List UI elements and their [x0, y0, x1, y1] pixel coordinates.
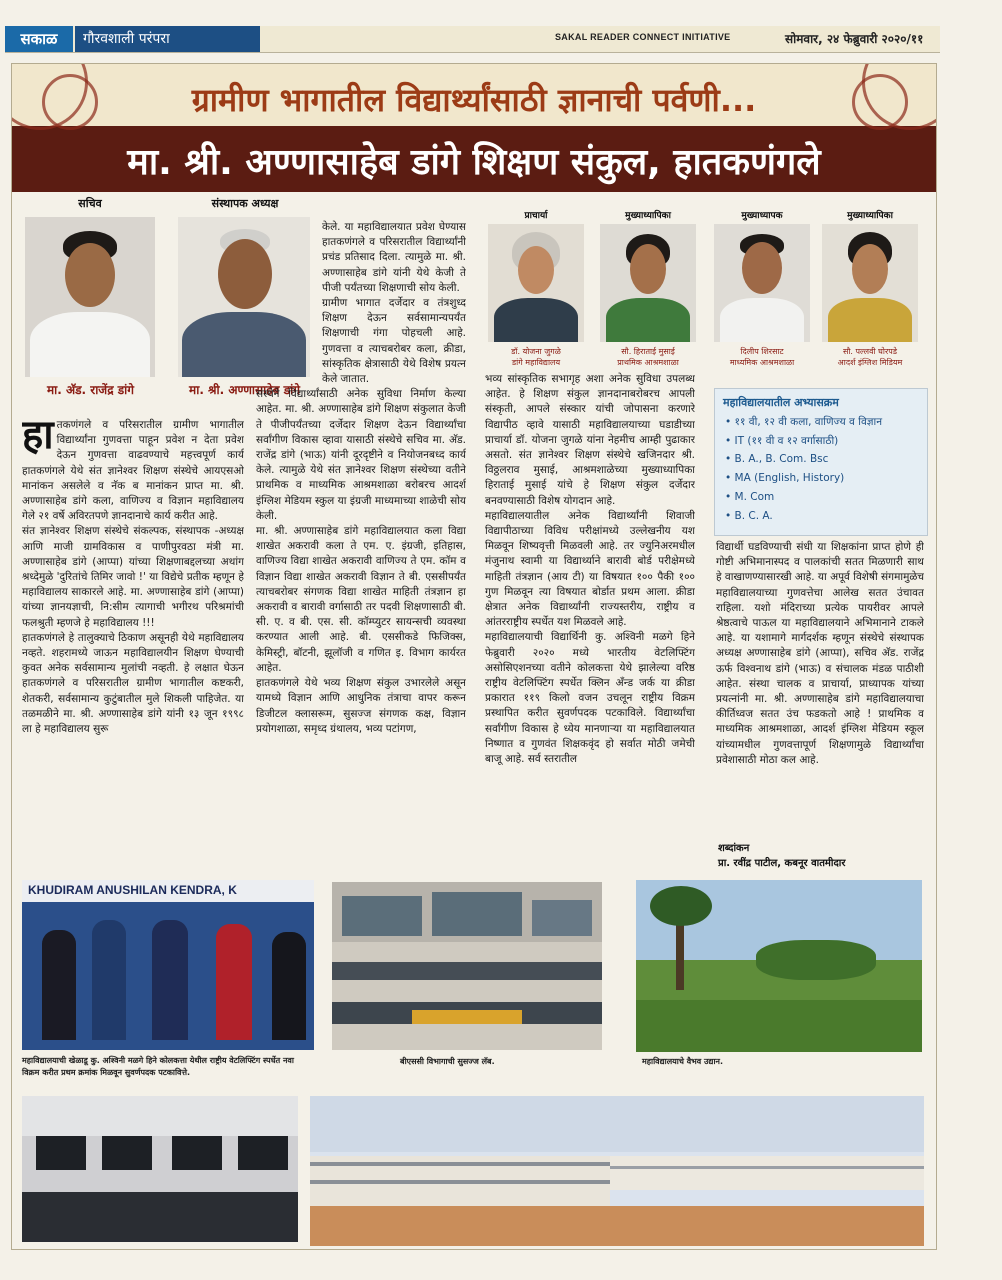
portrait-role-headmistress-primary: मुख्याध्यापिका — [625, 211, 671, 221]
portrait-name-founder: मा. श्री. अण्णासाहेब डांगे — [189, 383, 300, 397]
article-paragraph — [22, 418, 244, 524]
portrait-name-secretary: मा. अ‍ॅड. राजेंद्र डांगे — [46, 383, 135, 397]
article-paragraph: ग्रामीण भागात दर्जेदार व तंत्रशुध्द शिक्षण देऊन सर्वसामान्यपर्यंत शिक्षणाची गंगा पोहचली आहे. गुणवत्ता व त्याचबरोबर कला, क्रीडा, सांस्कृतिक क्षेत्रासाठी येथे विशेष प्रयत्न केले जातात. — [322, 297, 466, 386]
portrait-caption-headmaster — [710, 346, 814, 368]
article-paragraph: हातकणंगले येथे भव्य शिक्षण संकुल उभारलेले असून यामध्ये विज्ञान आणि आधुनिक तंत्राचा वापर करून डिजीटल क्लासरूम, सुसज्ज संगणक कक्ष, विज्ञान प्रयोगशाळा, समृध्द ग्रंथालय, भव्य पटांगण, — [256, 677, 466, 735]
portrait-title-principal: डांगे महाविद्यालय — [511, 358, 561, 367]
article-paragraph: भव्य सांस्कृतिक सभागृह अशा अनेक सुविधा उपलब्ध आहेत. हे शिक्षण संकुल ज्ञानदानाबरोबरच आपली संस्कृती, आपले संस्कार यांची जोपासना करणारे विद्यापीठ व्हावे यासाठी महाविद्यालयाच्या घडाडीच्या प्राचार्या डॉ. योजना जुगळे यांना नेहमीच आम्ही पुढाकार असतो. संत ज्ञानेश्वर शिक्षण संस्थेचे खजिनदार श्री. विठ्ठलराव मुसाई, आश्रमशाळेच्या मुख्याध्यापिका हिराताई मुसाई यांचे हे शिक्षण संकुल दर्जेदार बनवण्यासाठी विशेष योगदान आहे. — [485, 373, 695, 507]
article-paragraph: संस्थेने विद्यार्थ्यांसाठी अनेक सुविधा निर्माण केल्या आहेत. मा. श्री. अण्णासाहेब डांगे शिक्षण संकुलात केजी ते पीजीपर्यंतच्या दर्जेदार शिक्षण देऊन विद्यार्थ्यांचा सर्वांगीण विकास व्हावा यासाठी संस्थेचे सचिव मा. अ‍ॅड. राजेंद्र डांगे (भाऊ) यांनी दूरदृष्टीने व नियोजनबध्द कार्य केले. त्यामुळे येथे संत ज्ञानेश्वर शिक्षण संस्थेच्या वतीने प्राथमिक व माध्यमिक आश्रमशाळा बरोबरच आदर्श इंग्लिश मेडियम स्कुल या इंग्रजी माध्यमाच्या शाळेची सोय केली. — [256, 388, 466, 522]
science-lab-caption: बीएससी विभागाची सुसज्ज लॅब. — [400, 1057, 495, 1066]
portrait-name-headmistress-primary: सौ. हिराताई मुसाई — [621, 347, 675, 356]
portrait-name-headmistress-english: सौ. पल्लवी घोरपडे — [842, 347, 898, 356]
course-item: • M. Com — [725, 491, 775, 503]
portrait-secretary-photo — [25, 217, 155, 377]
portrait-headmaster-photo — [714, 224, 810, 342]
portrait-title-headmaster: माध्यमिक आश्रमशाळा — [729, 358, 795, 367]
article-column-4 — [716, 540, 924, 836]
portrait-name-principal: डॉ. योजना जुगळे — [511, 347, 561, 356]
course-item-text: B. C. A. — [734, 510, 773, 522]
portrait-role-headmistress-english: मुख्याध्यापिका — [847, 211, 893, 221]
computer-lab-photo — [22, 1096, 298, 1242]
article-paragraph: संत ज्ञानेश्वर शिक्षण संस्थेचे संकल्पक, संस्थापक -अध्यक्ष आणि माजी ग्रामविकास व पाणीपुरवठा मंत्री मा. अण्णासाहेब डांगे (आप्पा) यांच्या शिक्षणाबद्दलच्या अथांग श्रध्देमुळे 'दुरितांचे तिमिर जावो !' या विद्येचे प्रतीक म्हणून हे महाविद्यालय साकारले आहे. मा. अण्णासाहेब डांगे (आप्पा) यांच्या ज्ञानयज्ञाची, नि:सीम त्यागाची भगीरथ परिश्रमांची फलश्रुती म्हणजे हे महाविद्यालय !!! — [22, 525, 244, 629]
article-paragraph: महाविद्यालयाची विद्यार्थिनी कु. अश्विनी मळगे हिने फेब्रुवारी २०२० मध्ये भारतीय वेटलिफ्टिंग असोसिएशनच्या वतीने कोलकत्ता येथे झालेल्या वरिष्ठ राष्ट्रीय वेटलिफ्टिंग स्पर्धेत क्लिन अँन्ड जर्क या क्रीडा प्रकारात ११९ किलो वजन उचलून राष्ट्रीय विक्रम प्रस्थापित करीत सुवर्णपदक पटकाविले. विद्यार्थ्यांचा सर्वांगीण विकास हे ध्येय मानणाऱ्या या महाविद्यालयात निष्णात व गुणवंत शिक्षकवृंद हो सर्वात मोठी जमेची बाजू आहे. सर्व स्तरातील — [485, 631, 695, 766]
courses-title: महाविद्यालयातील अभ्यासक्रम — [723, 396, 839, 409]
article-paragraph: मा. श्री. अण्णासाहेब डांगे महाविद्यालयात कला विद्या शाखेत अकरावी कला ते एम. ए. इंग्रजी, इतिहास, वाणिज्य विद्या शाखेत अकरावी वाणिज्य ते एम. कॉम व विज्ञान विद्या शाखेत अकरावी विज्ञान ते बी. एससीपर्यंत त्याचबरोबर संगणक विद्या शाखेत माहिती तंत्रज्ञान हा अकरावी व बारावी वर्गासाठी तर पदवी शिक्षणासाठी बी. सी. ए. व बी. एस. सी. कॉम्प्युटर सायन्सची व्यवस्था करण्यात आली आहे. बी. एससीकडे फिजिक्स, केमिस्ट्री, बॉटनी, झूलॉजी व गणित इ. विभाग कार्यरत आहेत. — [256, 525, 466, 674]
portrait-caption-headmistress-english — [818, 346, 922, 368]
course-item: • ११ वी, १२ वी कला, वाणिज्य व विज्ञान — [725, 416, 883, 428]
article-column-3 — [485, 372, 695, 868]
course-item: • IT (११ वी व १२ वर्गासाठी) — [725, 435, 839, 447]
portrait-role-principal: प्राचार्या — [524, 211, 548, 221]
headline-banner — [12, 64, 936, 192]
portrait-title-headmistress-english: आदर्श इंग्लिश मिडियम — [837, 358, 903, 367]
science-lab-photo — [332, 882, 602, 1050]
headline-primary: ग्रामीण भागातील विद्यार्थ्यांसाठी ज्ञानाची पर्वणी... — [191, 81, 757, 119]
garden-caption: महाविद्यालयाचे वैभव उद्यान. — [642, 1057, 724, 1066]
course-item-text: ११ वी, १२ वी कला, वाणिज्य व विज्ञान — [734, 416, 883, 428]
newspaper-logo: सकाळ — [5, 26, 73, 52]
masthead — [5, 26, 940, 53]
article-paragraph-text: तकणंगले व परिसरातील ग्रामीण भागातील विद्यार्थ्यांना गुणवत्ता पाहून प्रवेश न देता प्रवेश देऊन गुणवत्ता वाढवण्याचे महत्त्वपूर्ण कार्य हातकणंगले येथे संत ज्ञानेश्वर शिक्षण संस्थेचे आयएसओ मानांकन असलेले व नॅक ब मानांकन प्राप्त मा. श्री. अण्णासाहेब डांगे कला, वाणिज्य व विज्ञान महाविद्यालय गेले २१ वर्षे अविरतपणे ज्ञानदानाचे कार्य करीत आहे. — [22, 419, 244, 523]
course-item-text: B. A., B. Com. Bsc — [734, 453, 829, 465]
courses-box — [714, 388, 928, 536]
article-paragraph: विद्यार्थी घडविण्याची संधी या शिक्षकांना प्राप्त होणे ही गोष्टी अभिमानास्पद व पालकांची सतत मिळणारी साथ हे वाखाणण्यासारखी आहे. या अपूर्व विशेषी संगमामुळेच महाविद्यालयाच्या गुणवत्तेचा आलेख सतत उंचावत राहिला. यशो मंदिराच्या प्रत्येक पायरीवर आपले श्रेष्ठत्वाचे पाऊल या महाविद्यालयाने अभिमानाने टाकले आहे. या यशामागे मार्गदर्शक म्हणून संस्थेचे संस्थापक अध्यक्ष अण्णासाहेब डांगे (आप्पा), सचिव अ‍ॅड. राजेंद्र ऊर्फ विश्वनाथ डांगे (भाऊ) व संचालक मंडळ पाठीशी आहेत. संस्था चालक व प्राचार्या, प्राध्यापक यांच्या प्रयत्नांनी मा. श्री. अण्णासाहेब डांगे महाविद्यालयाचा कीर्तिध्वज सतत उंच फडकतो आहे ! प्राथमिक व माध्यमिक आश्रमशाळा, आदर्श इंग्लिश मेडियम स्कूल यांच्यामधील गुणवत्तापूर्ण शिक्षणामुळे विद्यार्थ्यांचा प्रवेशासाठी मोठा कल आहे. — [716, 541, 924, 766]
portrait-headmistress-primary-photo — [600, 224, 696, 342]
article-paragraph: हातकणंगले हे तालुक्याचे ठिकाण असूनही येथे महाविद्यालय नव्हते. शहरामध्ये जाऊन महाविद्यालयीन शिक्षण घेण्याची कुवत अनेक सर्वसामान्य मुलांची नव्हती. हे लक्षात घेऊन हातकणंगले व परिसरातील ग्रामीण भागातील कष्टकरी, शेतकरी, सर्वसामान्य कुटुंबातील मुले शिकली पाहिजेत. या तळमळीने मा. श्री. अण्णासाहेब डांगे यांनी १३ जून १९९८ ला हे महाविद्यालय सुरू — [22, 631, 244, 736]
weightlifting-photo — [22, 880, 314, 1050]
course-item-text: M. Com — [734, 491, 775, 503]
headline-secondary: मा. श्री. अण्णासाहेब डांगे शिक्षण संकुल, हातकणंगले — [127, 142, 821, 183]
campus-building-photo — [310, 1096, 924, 1246]
portrait-caption-headmistress-primary — [596, 346, 700, 368]
portrait-principal-photo — [488, 224, 584, 342]
course-item: • B. A., B. Com. Bsc — [725, 453, 829, 465]
article-column-2 — [256, 220, 466, 868]
event-banner-text: KHUDIRAM ANUSHILAN KENDRA, K — [28, 883, 237, 897]
course-item-text: IT (११ वी व १२ वर्गासाठी) — [734, 435, 839, 447]
article-paragraph: महाविद्यालयातील अनेक विद्यार्थ्यांनी शिवाजी विद्यापीठाच्या विविध परीक्षांमध्ये उल्लेखनीय यश मिळवून शिष्यवृत्ती मिळवली आहे. तर ज्युनिअरमधील मंजुनाथ स्वामी या विद्यार्थ्याने बारावी बोर्ड परीक्षेमध्ये माहिती तंत्रज्ञान (आय टी) या विषयात १०० पैकी १०० गुण मिळवून त्या विषयात बोर्डात प्रथम आला. क्रीडा क्षेत्रात अनेक विद्यार्थ्यांनी राज्यस्तरीय, राष्ट्रीय व आंतरराष्ट्रीय स्पर्धेत यश मिळवले आहे. — [485, 509, 695, 629]
portrait-role-headmaster: मुख्याध्यापक — [741, 211, 783, 221]
portrait-name-headmaster: दिलीप शिरसाट — [740, 347, 784, 356]
byline-author: प्रा. रवींद्र पाटील, कबनूर वातमीदार — [718, 858, 846, 869]
article-column-1 — [22, 418, 244, 866]
garden-photo — [636, 880, 922, 1052]
course-item: • MA (English, History) — [725, 472, 845, 484]
portrait-role-founder: संस्थापक अध्यक्ष — [211, 197, 279, 210]
portrait-title-headmistress-primary: प्राथमिक आश्रमशाळा — [617, 358, 679, 367]
weightlifting-caption: महाविद्यालयाची खेळाडू कु. अश्विनी मळगे हिने कोलकत्ता येथील राष्ट्रीय वेटलिफ्टिंग स्पर्धेत नवा विक्रम करीत प्रथम क्रमांक मिळवून सुवर्णपदक पटकावित्ते. — [22, 1056, 294, 1077]
reader-connect-label: SAKAL READER CONNECT INITIATIVE — [555, 32, 731, 42]
course-item: • B. C. A. — [725, 510, 773, 522]
byline-label: शब्दांकन — [718, 843, 750, 854]
masthead-tagline: गौरवशाली परंपरा — [75, 26, 260, 52]
portrait-caption-principal — [484, 346, 588, 368]
course-item-text: MA (English, History) — [734, 472, 845, 484]
portrait-headmistress-english-photo — [822, 224, 918, 342]
article-paragraph: केले. या महाविद्यालयात प्रवेश घेण्यास हातकणंगले व परिसरातील विद्यार्थ्यांनी प्रचंड प्रतिसाद दिला. त्यामुळे मा. श्री. अण्णासाहेब डांगे यांनी येथे केजी ते पीजी पर्यंतच्या शिक्षणाची सोय केली. — [322, 221, 466, 294]
drop-cap: हा — [22, 418, 54, 458]
issue-date: सोमवार, २४ फेब्रुवारी २०२०/११ — [785, 32, 924, 46]
portrait-role-secretary: सचिव — [78, 197, 102, 210]
